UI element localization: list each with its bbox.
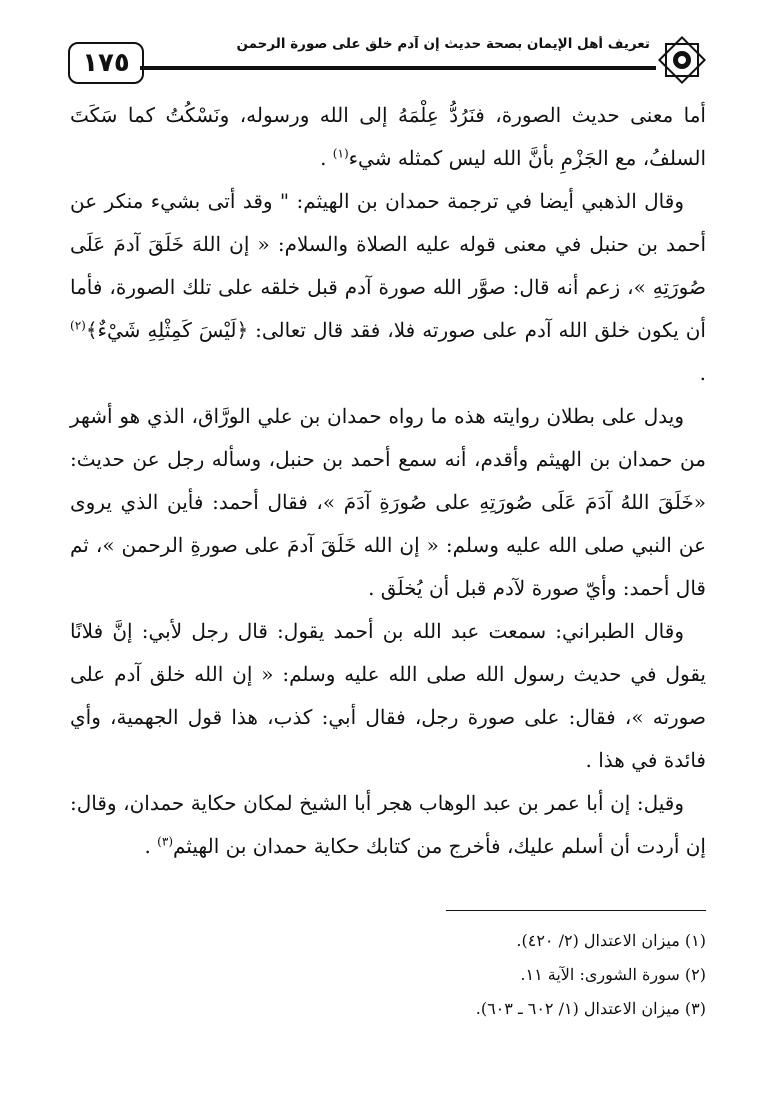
paragraph-text: وقال الذهبي أيضا في ترجمة حمدان بن الهيثم: " وقد أتى بشيء منكر عن أحمد بن حنبل في معنى قوله عليه الصلاة والسلام: « إن اللهَ خَلَقَ آدمَ عَلَى صُورَتِهِ »، زعم أنه قال: صوَّر الله صورة آدم قبل خلقه على تلك الصورة، فأما أن يكون خلق الله آدم على صورته فلا، فقد قال تعالى: ﴿لَيْسَ كَمِثْلِهِ شَيْءٌ﴾: [70, 189, 706, 342]
paragraph-text: وقال الطبراني: سمعت عبد الله بن أحمد يقول: قال رجل لأبي: إنَّ فلانًا يقول في حديث رسول الله صلى الله عليه وسلم: « إن الله خلق آدم على صورته »، فقال: على صورة رجل، فقال أبي: كذب، هذا قول الجهمية، وأي فائدة في هذا .: [70, 619, 706, 772]
ornament-icon: [656, 34, 708, 86]
paragraph-2: [70, 180, 706, 395]
paragraph-1: [70, 94, 706, 180]
footnote-2: (٢) سورة الشورى: الآية ١١.: [520, 965, 706, 984]
footnotes: [70, 924, 706, 1026]
page-header: [68, 30, 708, 90]
main-text: [70, 94, 706, 868]
paragraph-tail: .: [144, 834, 158, 858]
running-title: تعريف أهل الإيمان بصحة حديث إن آدم خلق على صورة الرحمن: [236, 36, 650, 52]
paragraph-3: [70, 395, 706, 610]
paragraph-text: وقيل: إن أبا عمر بن عبد الوهاب هجر أبا الشيخ لمكان حكاية حمدان، وقال: إن أردت أن أسلم عليك، فأخرج من كتابك حكاية حمدان بن الهيثم: [70, 791, 706, 858]
page-number: ١٧٥: [68, 42, 144, 84]
footnote-marker: (٢): [70, 318, 86, 333]
paragraph-text: ويدل على بطلان روايته هذه ما رواه حمدان بن علي الورَّاق، الذي هو أشهر من حمدان بن الهيثم وأقدم، أنه سمع أحمد بن حنبل، وسأله رجل عن حديث: «خَلَقَ اللهُ آدَمَ عَلَى صُورَتِهِ على صُورَةِ آدَمَ »، فقال أحمد: فأين الذي يروى عن النبي صلى الله عليه وسلم: « إن الله خَلَقَ آدمَ على صورةِ الرحمن »، ثم قال أحمد: وأيّ صورة لآدم قبل أن يُخلَق .: [70, 404, 706, 600]
footnote-3: (٣) ميزان الاعتدال (١/ ٦٠٢ ـ ٦٠٣).: [475, 999, 706, 1018]
paragraph-text: أما معنى حديث الصورة، فنَرُدُّ عِلْمَهُ إلى الله ورسوله، ونَسْكُتُ كما سَكَتَ السلفُ، مع الجَزْمِ بأنَّ الله ليس كمثله شيء: [70, 103, 706, 170]
paragraph-tail: .: [320, 146, 333, 170]
paragraph-tail: .: [699, 361, 706, 385]
paragraph-4: [70, 610, 706, 782]
footnote-1: (١) ميزان الاعتدال (٢/ ٤٢٠).: [516, 931, 706, 950]
footnote-separator: [446, 910, 706, 911]
footnote-marker: (١): [332, 146, 349, 161]
footnote-marker: (٣): [157, 834, 173, 849]
header-rule: [140, 66, 656, 70]
paragraph-5: [70, 782, 706, 868]
